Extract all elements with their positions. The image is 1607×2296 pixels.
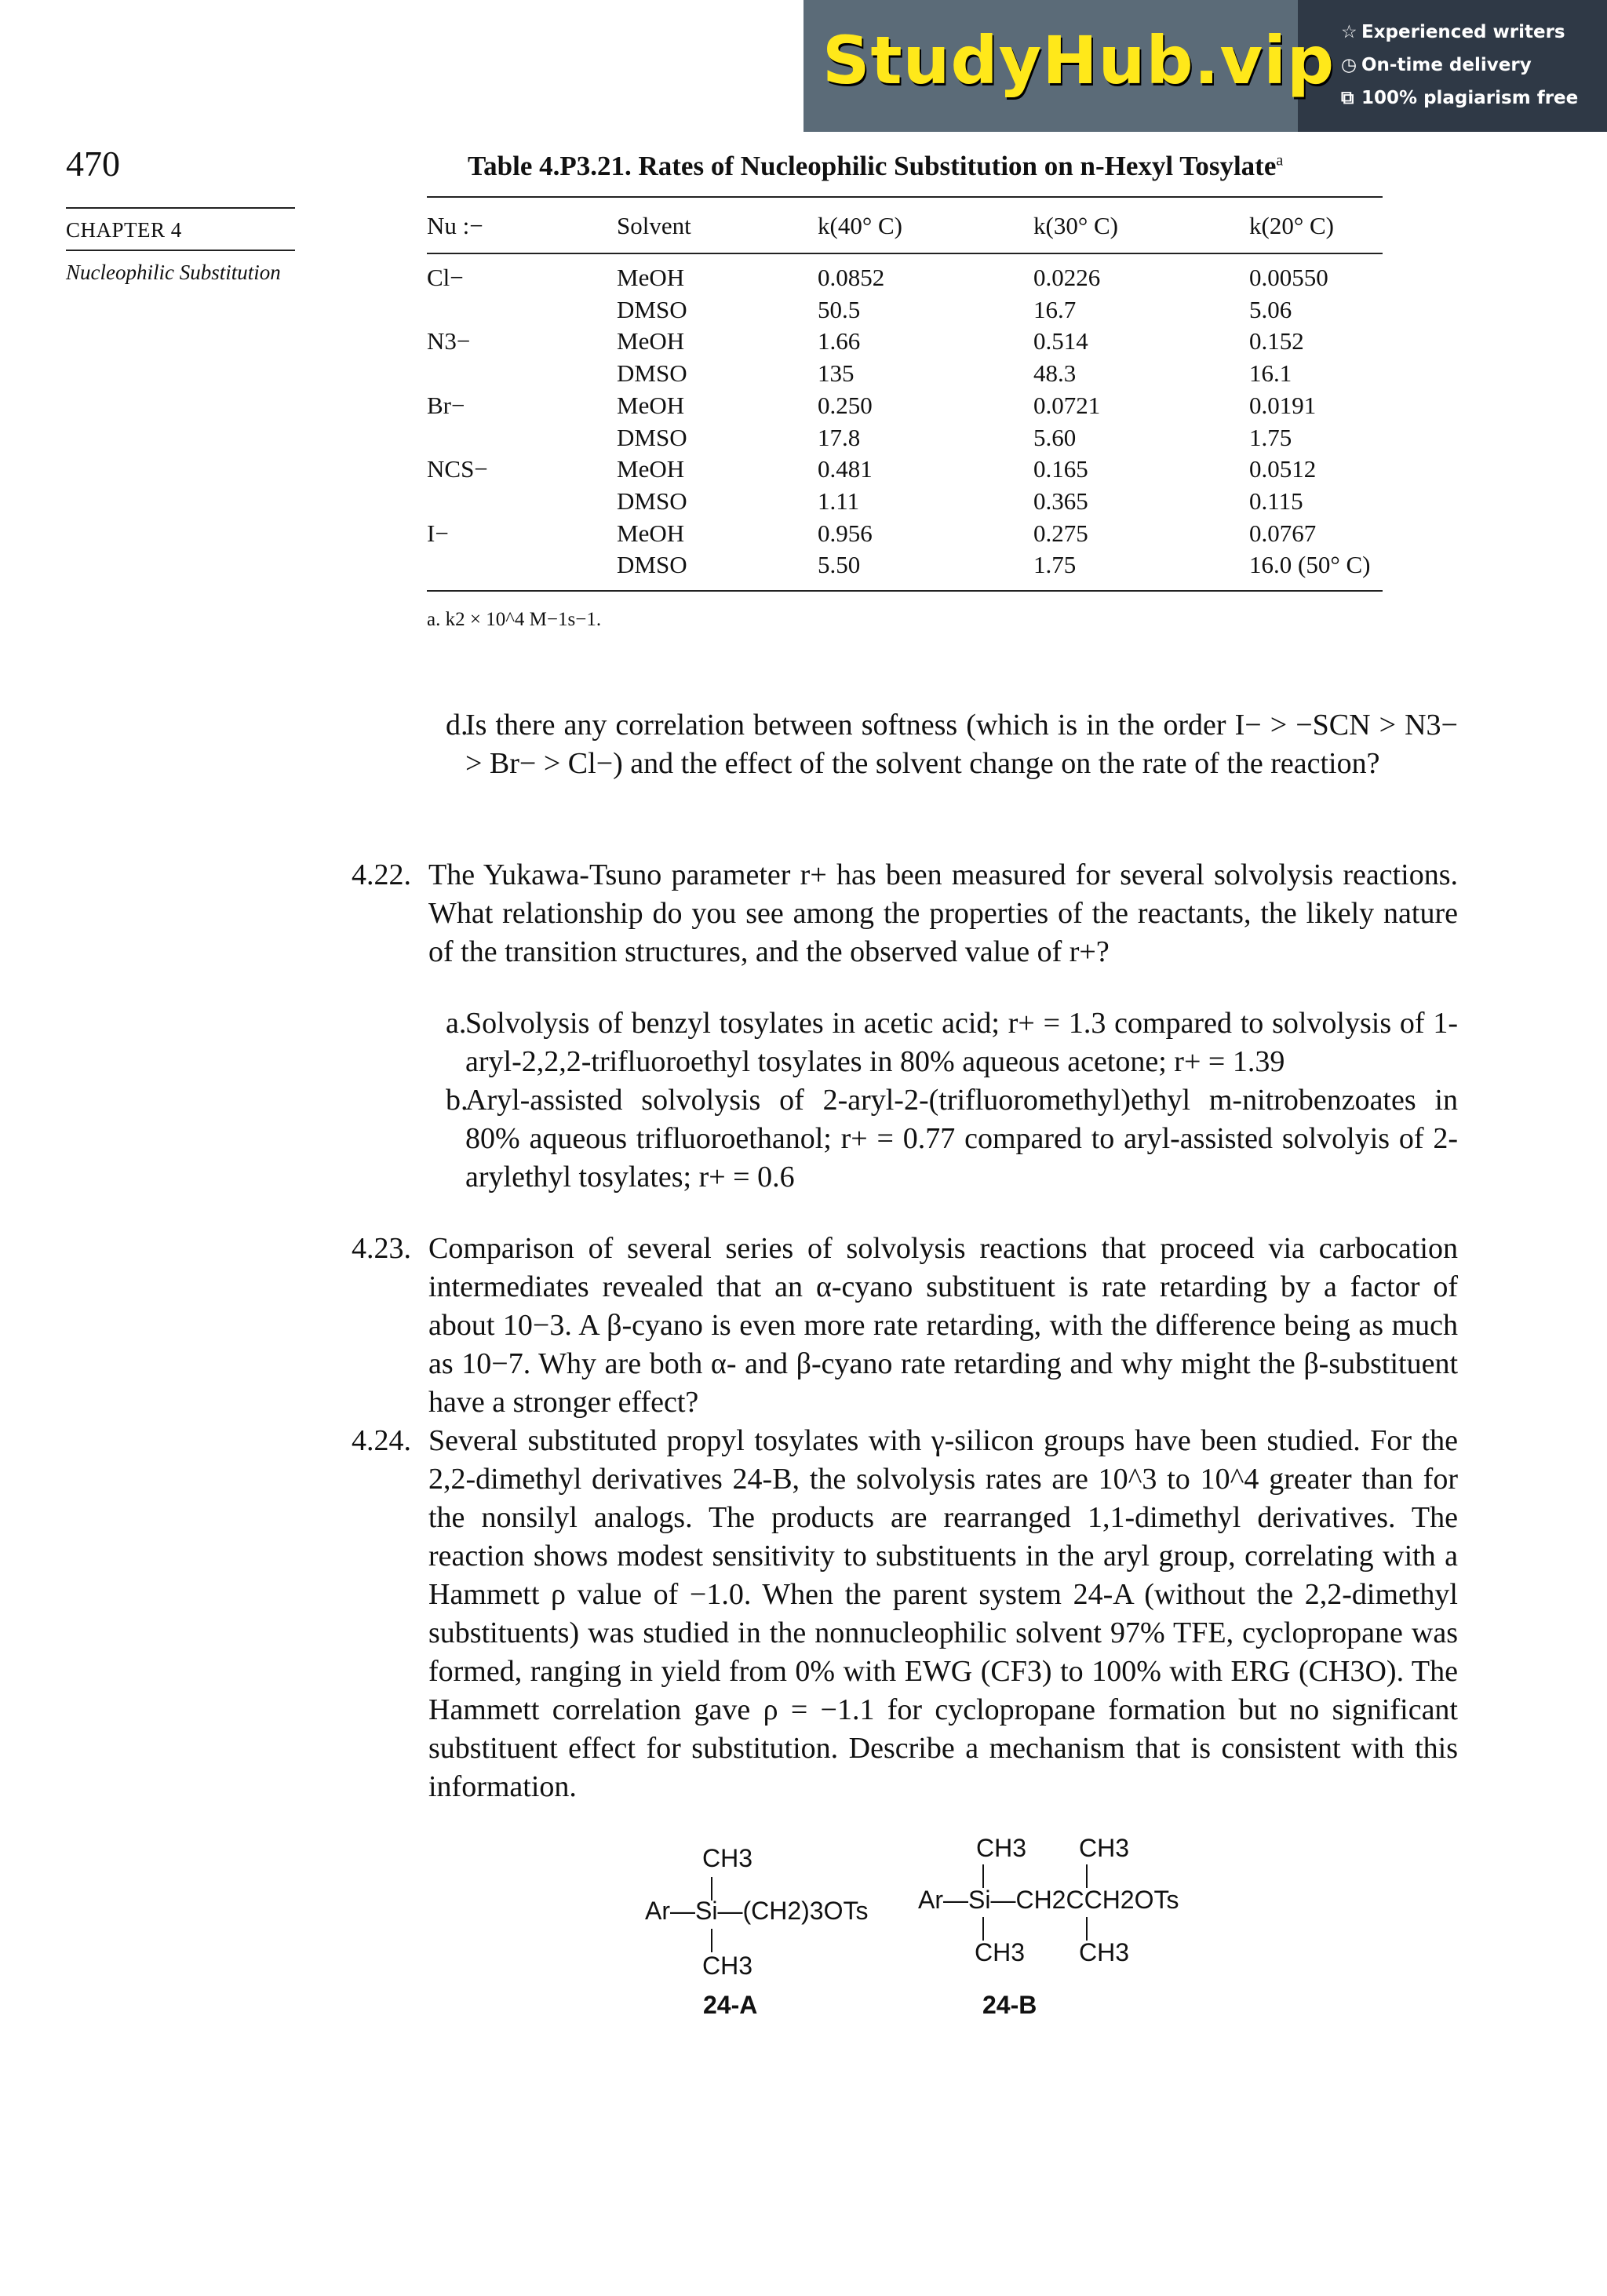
- item-label: b.: [446, 1084, 468, 1117]
- table-cell: NCS−: [427, 455, 488, 483]
- table-cell: DMSO: [617, 551, 687, 579]
- table-cell: DMSO: [617, 359, 687, 388]
- margin-rule: [66, 250, 295, 251]
- bond: [1086, 1864, 1088, 1888]
- table-cell: 0.0191: [1249, 391, 1317, 419]
- item-label: d.: [446, 709, 468, 742]
- banner-feature: ⧉ 100% plagiarism free: [1341, 88, 1579, 108]
- problem-d-text: Is there any correlation between softness (which is in the order I− > −SCN > N3− > Br− > Cl−) and the effect of the solvent change on the rate of the reaction?: [465, 709, 1458, 780]
- structure-24a-methyl-top: CH3: [702, 1844, 753, 1872]
- table-cell: 0.152: [1249, 327, 1304, 355]
- table-cell: 16.0 (50° C): [1249, 551, 1371, 579]
- table-cell: 0.0512: [1249, 455, 1317, 483]
- table-cell: 48.3: [1033, 359, 1077, 388]
- problem-4-22-text: The Yukawa-Tsuno parameter r+ has been measured for several solvolysis reactions. What relationship do you see among the properties of the reactants, the likely nature of the transition structures, and the observed value of r+?: [428, 858, 1458, 968]
- problem-4-24-text: Several substituted propyl tosylates with γ-silicon groups have been studied. For the 2,2-dimethyl derivatives 24-B, the solvolysis rates are 10^3 to 10^4 greater than for the nonsilyl analogs. The products are rearranged 1,1-dimethyl derivatives. The reaction shows modest sensitivity to substituents in the aryl group, correlating with a Hammett ρ value of −1.0. When the parent system 24-A (without the 2,2-dimethyl substituents) was studied in the nonnucleophilic solvent 97% TFE, cyclopropane was formed, ranging in yield from 0% with EWG (CF3) to 100% with ERG (CH3O). The Hammett correlation gave ρ = −1.1 for cyclopropane formation but no significant substituent effect for substitution. Describe a mechanism that is consistent with this information.: [428, 1424, 1458, 1803]
- chapter-title: Nucleophilic Substitution: [66, 261, 281, 284]
- structure-24b-methyl-bottom: CH3: [1079, 1938, 1130, 1966]
- bond: [711, 1929, 712, 1952]
- bond: [1086, 1917, 1088, 1941]
- table-cell: 17.8: [818, 423, 861, 451]
- structure-24b-methyl-top: CH3: [976, 1834, 1027, 1862]
- table-cell: 1.11: [818, 487, 860, 515]
- structure-24b-label: 24-B: [982, 1991, 1037, 2019]
- table-top-rule: [427, 196, 1383, 198]
- problem-number: 4.22.: [352, 858, 411, 891]
- table-header: k(20° C): [1249, 212, 1334, 239]
- table-cell: 135: [818, 359, 855, 388]
- table-cell: 0.956: [818, 519, 873, 547]
- problem-4-22a-text: Solvolysis of benzyl tosylates in acetic acid; r+ = 1.3 compared to solvolysis of 1-aryl-2,2,2-trifluoroethyl tosylates in 80% aqueous acetone; r+ = 1.39: [465, 1007, 1458, 1078]
- chapter-label: CHAPTER 4: [66, 218, 182, 242]
- structure-24b-methyl-top: CH3: [1079, 1834, 1130, 1862]
- table-cell: 1.66: [818, 327, 861, 355]
- table-cell: 1.75: [1249, 423, 1292, 451]
- table-header: Solvent: [617, 212, 691, 239]
- banner-logo: StudyHub.vip: [822, 22, 1336, 99]
- structure-24a-formula: Ar—Si—(CH2)3OTs: [645, 1897, 869, 1925]
- table-cell: 5.50: [818, 551, 861, 579]
- structure-24a-methyl-bottom: CH3: [702, 1952, 753, 1980]
- page-number: 470: [66, 144, 120, 184]
- problem-number: 4.23.: [352, 1232, 411, 1265]
- table-cell: DMSO: [617, 423, 687, 451]
- clock-icon: ◷: [1341, 55, 1357, 75]
- table-cell: 0.250: [818, 391, 873, 419]
- structure-24b-methyl-bottom: CH3: [975, 1938, 1026, 1966]
- table-cell: MeOH: [617, 264, 685, 291]
- table-cell: 0.365: [1033, 487, 1088, 515]
- bond: [982, 1917, 984, 1941]
- table-cell: 0.00550: [1249, 264, 1328, 291]
- banner-feature: ◷ On-time delivery: [1341, 55, 1532, 75]
- table-cell: 0.481: [818, 455, 873, 483]
- table-cell: Cl−: [427, 264, 464, 291]
- banner-logo-area: [804, 0, 1336, 132]
- table-cell: 16.7: [1033, 295, 1077, 323]
- table-cell: N3−: [427, 327, 471, 355]
- table-title: Table 4.P3.21. Rates of Nucleophilic Substitution on n-Hexyl Tosylate$^a$: [468, 151, 1284, 181]
- table-cell: 0.0767: [1249, 519, 1317, 547]
- ad-banner[interactable]: [804, 0, 1607, 132]
- table-cell: 0.0721: [1033, 391, 1101, 419]
- table-cell: 0.275: [1033, 519, 1088, 547]
- structure-24b-formula: Ar—Si—CH2CCH2OTs: [918, 1886, 1179, 1914]
- table-footnote: a. k2 × 10^4 M−1s−1.: [427, 609, 602, 630]
- table-bottom-rule: [427, 590, 1383, 592]
- table-cell: 0.165: [1033, 455, 1088, 483]
- table-cell: 5.06: [1249, 295, 1292, 323]
- table-cell: MeOH: [617, 455, 685, 483]
- table-cell: 50.5: [818, 295, 861, 323]
- star-icon: ☆: [1341, 22, 1357, 42]
- table-cell: 0.0226: [1033, 264, 1101, 291]
- problem-number: 4.24.: [352, 1424, 411, 1457]
- item-label: a.: [446, 1007, 467, 1040]
- table-cell: DMSO: [617, 487, 687, 515]
- structure-24a-label: 24-A: [703, 1991, 758, 2019]
- table-cell: 16.1: [1249, 359, 1292, 388]
- table-cell: MeOH: [617, 327, 685, 355]
- copy-icon: ⧉: [1341, 88, 1354, 108]
- table-header: k(40° C): [818, 212, 902, 239]
- table-header-rule: [427, 253, 1383, 254]
- table-header: Nu :−: [427, 212, 483, 239]
- table-cell: MeOH: [617, 519, 685, 547]
- table-cell: 0.0852: [818, 264, 885, 291]
- table-cell: 1.75: [1033, 551, 1077, 579]
- bond: [982, 1864, 984, 1888]
- table-header: k(30° C): [1033, 212, 1118, 239]
- banner-feature: ☆ Experienced writers: [1341, 22, 1565, 42]
- table-cell: 5.60: [1033, 423, 1077, 451]
- table-cell: DMSO: [617, 295, 687, 323]
- table-cell: I−: [427, 519, 449, 547]
- table-cell: MeOH: [617, 391, 685, 419]
- table-cell: 0.115: [1249, 487, 1303, 515]
- margin-rule: [66, 207, 295, 209]
- table-cell: Br−: [427, 391, 465, 419]
- problem-4-22b-text: Aryl-assisted solvolysis of 2-aryl-2-(trifluoromethyl)ethyl m-nitrobenzoates in 80% aqueous trifluoroethanol; r+ = 0.77 compared to aryl-assisted solvolyis of 2-arylethyl tosylates; r+ = 0.6: [465, 1084, 1458, 1194]
- problem-4-23-text: Comparison of several series of solvolysis reactions that proceed via carbocation intermediates revealed that an α-cyano substituent is rate retarding by a factor of about 10−3. A β-cyano is even more rate retarding, with the difference being as much as 10−7. Why are both α- and β-cyano rate retarding and why might the β-substituent have a stronger effect?: [428, 1232, 1458, 1419]
- table-cell: 0.514: [1033, 327, 1088, 355]
